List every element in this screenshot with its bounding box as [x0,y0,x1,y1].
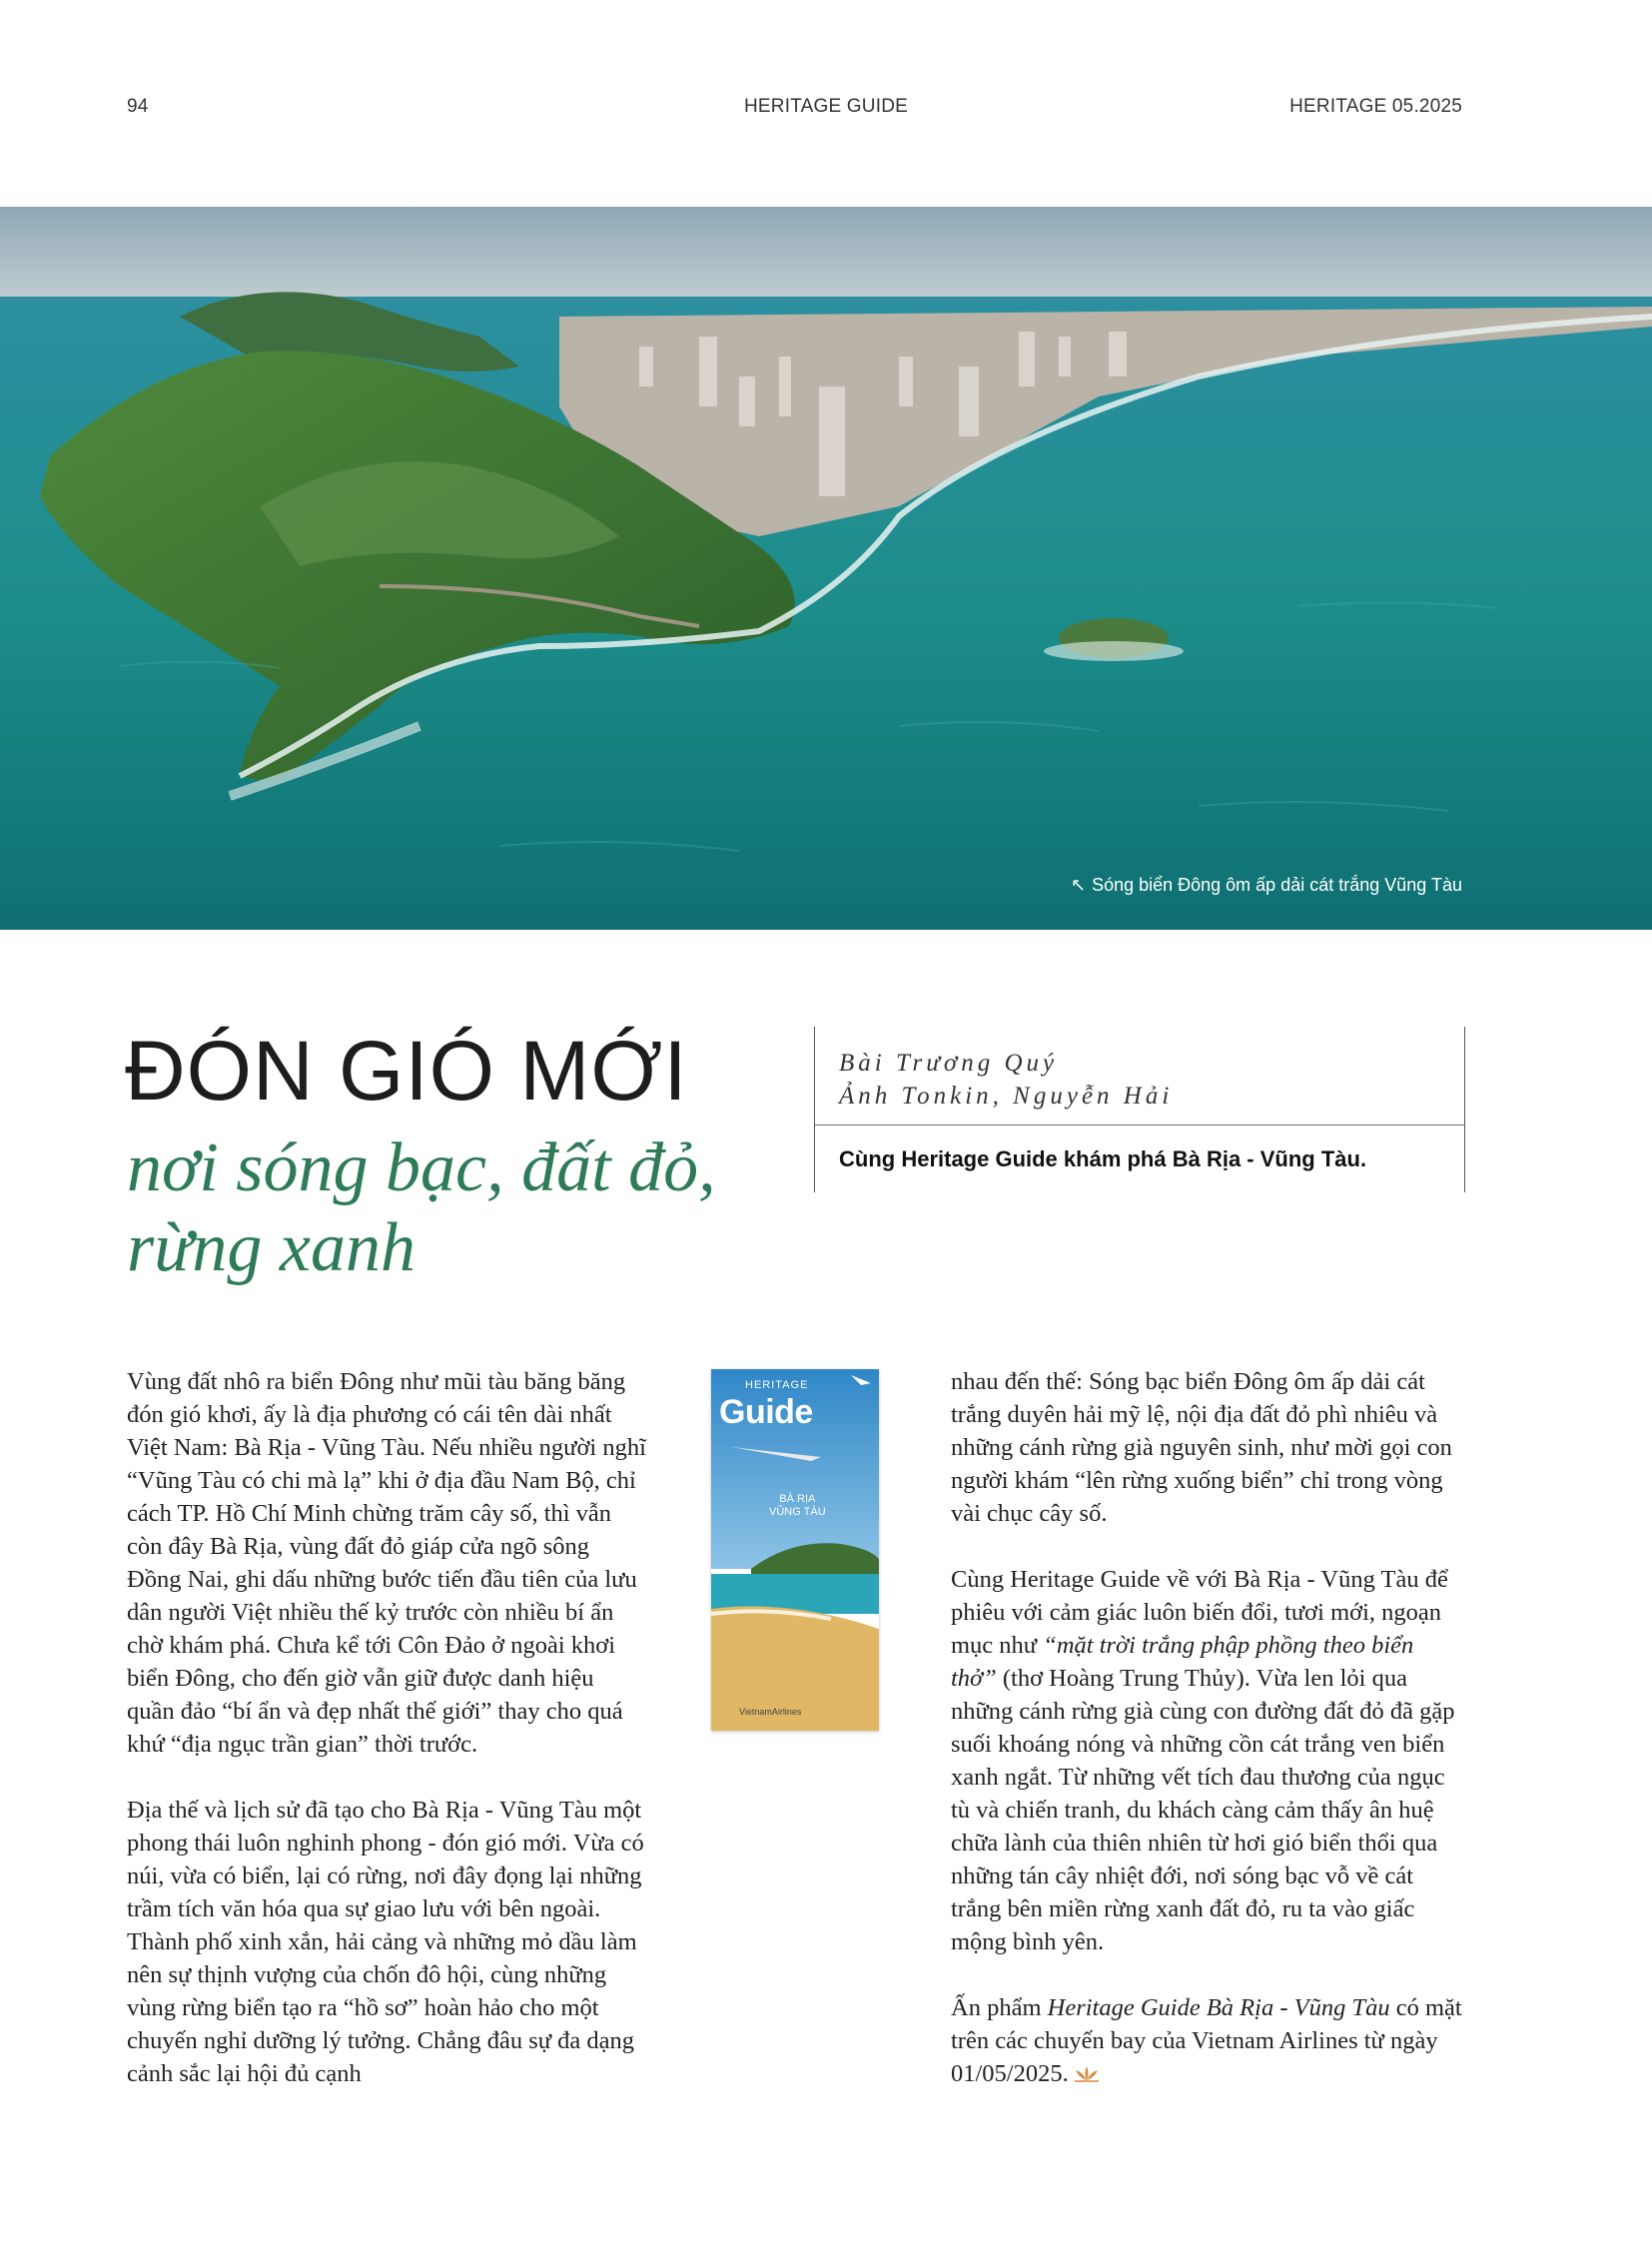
article-intro: Cùng Heritage Guide khám phá Bà Rịa - Vũng Tàu. [839,1146,1367,1171]
body-column-left [127,1365,646,2123]
hero-photo [0,207,1652,930]
body-paragraph: Cùng Heritage Guide về với Bà Rịa - Vũng Tàu để phiêu với cảm giác luôn biến đổi, tươi mới, ngoạn mục như “mặt trời trắng phập phồng theo biển thở” (thơ Hoàng Trung Thủy). Vừa len lỏi qua những cánh rừng già cùng con đường đất đỏ đã gặp suối khoáng nóng và những cồn cát trắng ven biển xanh ngắt. Từ những vết tích đau thương của ngục tù và chiến tranh, du khách càng cảm thấy ân huệ chữa lành của thiên nhiên từ hơi gió biển thổi qua những tán cây nhiệt đới, nơi sóng bạc vỗ về cát trắng bên miền rừng xanh đất đỏ, ru ta vào giấc mộng bình yên. [951,1566,1455,1955]
body-paragraph: Địa thế và lịch sử đã tạo cho Bà Rịa - Vũng Tàu một phong thái luôn nghinh phong - đón gió mới. Vừa có núi, vừa có biển, lại có rừng, nơi đây đọng lại những trầm tích văn hóa qua sự giao lưu với bên ngoài. Thành phố xinh xắn, hải cảng và những mỏ dầu làm nên sự thịnh vượng của chốn đô hội, cùng những vùng rừng biển tạo ra “hồ sơ” hoàn hảo cho một chuyến nghỉ dưỡng lý tưởng. Chẳng đâu sự đa dạng cảnh sắc lại hội đủ cạnh [127,1797,644,2087]
poem-quote: “mặt trời trắng phập phồng theo biển thở” [951,1632,1414,1692]
publication-title: Heritage Guide Bà Rịa - Vũng Tàu [1047,1994,1390,2021]
lotus-icon [1073,2059,1101,2092]
article-title: ĐÓN GIÓ MỚI [125,1024,688,1118]
arrow-up-left-icon: ↖ [1070,875,1087,895]
article-subtitle [127,1128,786,1288]
cover-place-label: BÀ RỊA VŨNG TÀU [769,1493,826,1518]
subtitle-line-2: rừng xanh [127,1209,415,1286]
subtitle-line-1: nơi sóng bạc, đất đỏ, [127,1129,716,1206]
body-paragraph: Ấn phẩm Heritage Guide Bà Rịa - Vũng Tàu có mặt trên các chuyến bay của Vietnam Airlines từ ngày 01/05/2025. [951,1991,1465,2092]
body-column-right [951,1365,1465,2125]
page-number: 94 [127,96,149,117]
author-credit: Bài Trương Quý [839,1050,1059,1077]
body-paragraph: nhau đến thế: Sóng bạc biển Đông ôm ấp dải cát trắng duyên hải mỹ lệ, nội địa đất đỏ phì nhiêu và những cánh rừng già nguyên sinh, như mời gọi con người khám “lên rừng xuống biển” chỉ trong vòng vài chục cây số. [951,1368,1452,1527]
photo-credit: Ảnh Tonkin, Nguyễn Hải [839,1083,1174,1110]
cover-heritage-label: HERITAGE [745,1379,809,1391]
body-paragraph: Vùng đất nhô ra biển Đông như mũi tàu băng băng đón gió khơi, ấy là địa phương có cái tên dài nhất Việt Nam: Bà Rịa - Vũng Tàu. Nếu nhiều người nghĩ “Vũng Tàu có chi mà lạ” khi ở địa đầu Nam Bộ, chỉ cách TP. Hồ Chí Minh chừng trăm cây số, thì vẫn còn đây Bà Rịa, vùng đất đỏ giáp cửa ngõ sông Đồng Nai, ghi dấu những bước tiến đầu tiên của lưu dân người Việt nhiều thế kỷ trước còn nhiều bí ẩn chờ khám phá. Chưa kể tới Côn Đảo ở ngoài khơi biển Đông, cho đến giờ vẫn giữ được danh hiệu quần đảo “bí ẩn và đẹp nhất thế giới” thay cho quá khứ “địa ngục trần gian” thời trước. [127,1368,646,1758]
issue-label: HERITAGE 05.2025 [1289,96,1462,117]
hero-caption: Sóng biển Đông ôm ấp dải cát trắng Vũng Tàu [1092,875,1462,895]
guide-cover-image [711,1369,879,1731]
cover-guide-logo: Guide [719,1393,813,1431]
section-name: HERITAGE GUIDE [744,96,908,117]
credit-divider [815,1124,1464,1125]
cover-airline-label: VietnamAirlines [739,1707,802,1717]
credit-box [814,1027,1465,1192]
